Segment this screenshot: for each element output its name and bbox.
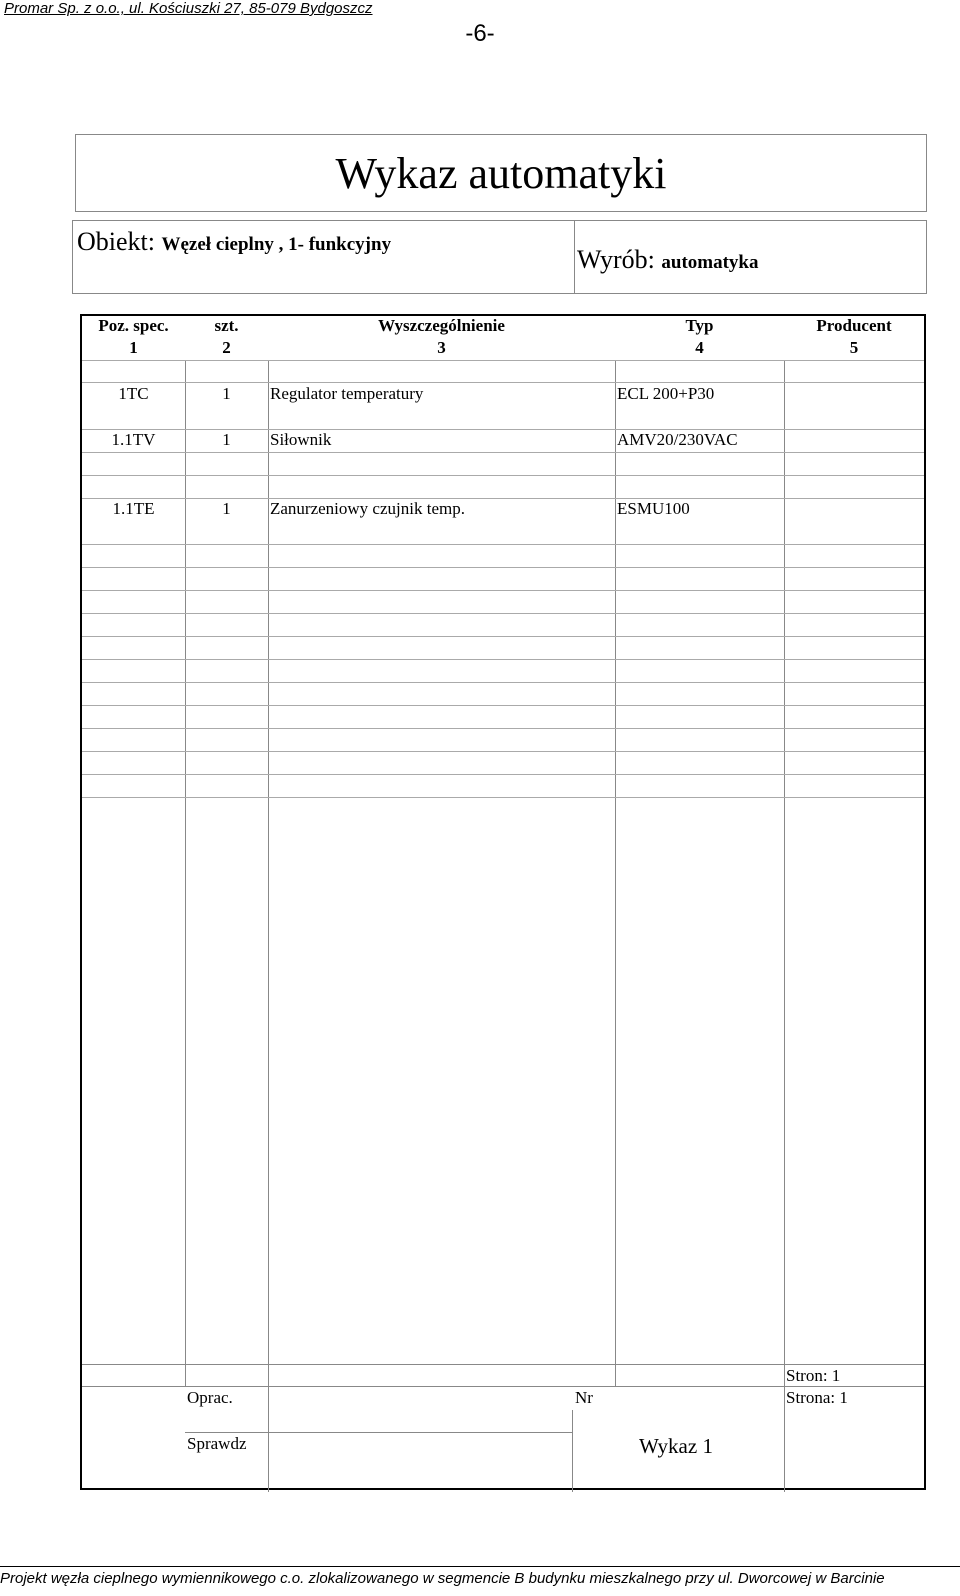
table-row-1-poz: 1TC <box>118 384 149 403</box>
object-value: Węzeł cieplny , 1- funkcyjny <box>161 234 392 255</box>
company-header: Promar Sp. z o.o., ul. Kościuszki 27, 85-079 Bydgoszcz <box>4 0 373 17</box>
table-row-1-type: ECL 200+P30 <box>617 384 715 403</box>
header-qty: szt. <box>214 316 239 335</box>
object-box <box>72 220 575 294</box>
checked-label: Sprawdz <box>187 1434 247 1453</box>
table-row-1-desc: Regulator temperatury <box>270 384 424 403</box>
colnum-5: 5 <box>849 338 859 357</box>
nr-label: Nr <box>575 1388 593 1407</box>
header-type: Typ <box>685 316 714 335</box>
specification-table <box>80 314 926 1490</box>
page-number: -6- <box>465 20 495 47</box>
pages-total: Stron: 1 <box>786 1366 841 1385</box>
prepared-label: Oprac. <box>187 1388 233 1407</box>
product-label: Wyrób: <box>577 245 655 274</box>
table-row-3-desc: Zanurzeniowy czujnik temp. <box>270 499 465 518</box>
bottom-divider <box>0 1566 960 1567</box>
header-poz: Poz. spec. <box>98 316 169 335</box>
document-title: Wykaz automatyki <box>75 134 927 212</box>
table-row-1-qty: 1 <box>222 384 231 403</box>
table-row-2-poz: 1.1TV <box>111 430 156 449</box>
colnum-3: 3 <box>437 338 446 357</box>
project-note: Projekt węzła cieplnego wymiennikowego c.o. zlokalizowanego w segmencie B budynku mieszkalnego przy ul. Dworcowej w Barcinie <box>0 1570 885 1587</box>
document-id: Wykaz 1 <box>639 1434 713 1458</box>
table-row-2-desc: Siłownik <box>270 430 332 449</box>
table-row-2-type: AMV20/230VAC <box>617 430 738 449</box>
colnum-2: 2 <box>222 338 231 357</box>
header-producer: Producent <box>816 316 892 335</box>
table-row-3-qty: 1 <box>222 499 231 518</box>
colnum-1: 1 <box>129 338 138 357</box>
product-value: automatyka <box>661 252 759 273</box>
product-box <box>574 220 927 294</box>
header-desc: Wyszczególnienie <box>378 316 505 335</box>
table-row-2-qty: 1 <box>222 430 231 449</box>
table-row-3-poz: 1.1TE <box>112 499 155 518</box>
page-label: Strona: 1 <box>786 1388 848 1407</box>
table-row-3-type: ESMU100 <box>617 499 690 518</box>
colnum-4: 4 <box>695 338 704 357</box>
object-label: Obiekt: <box>77 227 155 256</box>
